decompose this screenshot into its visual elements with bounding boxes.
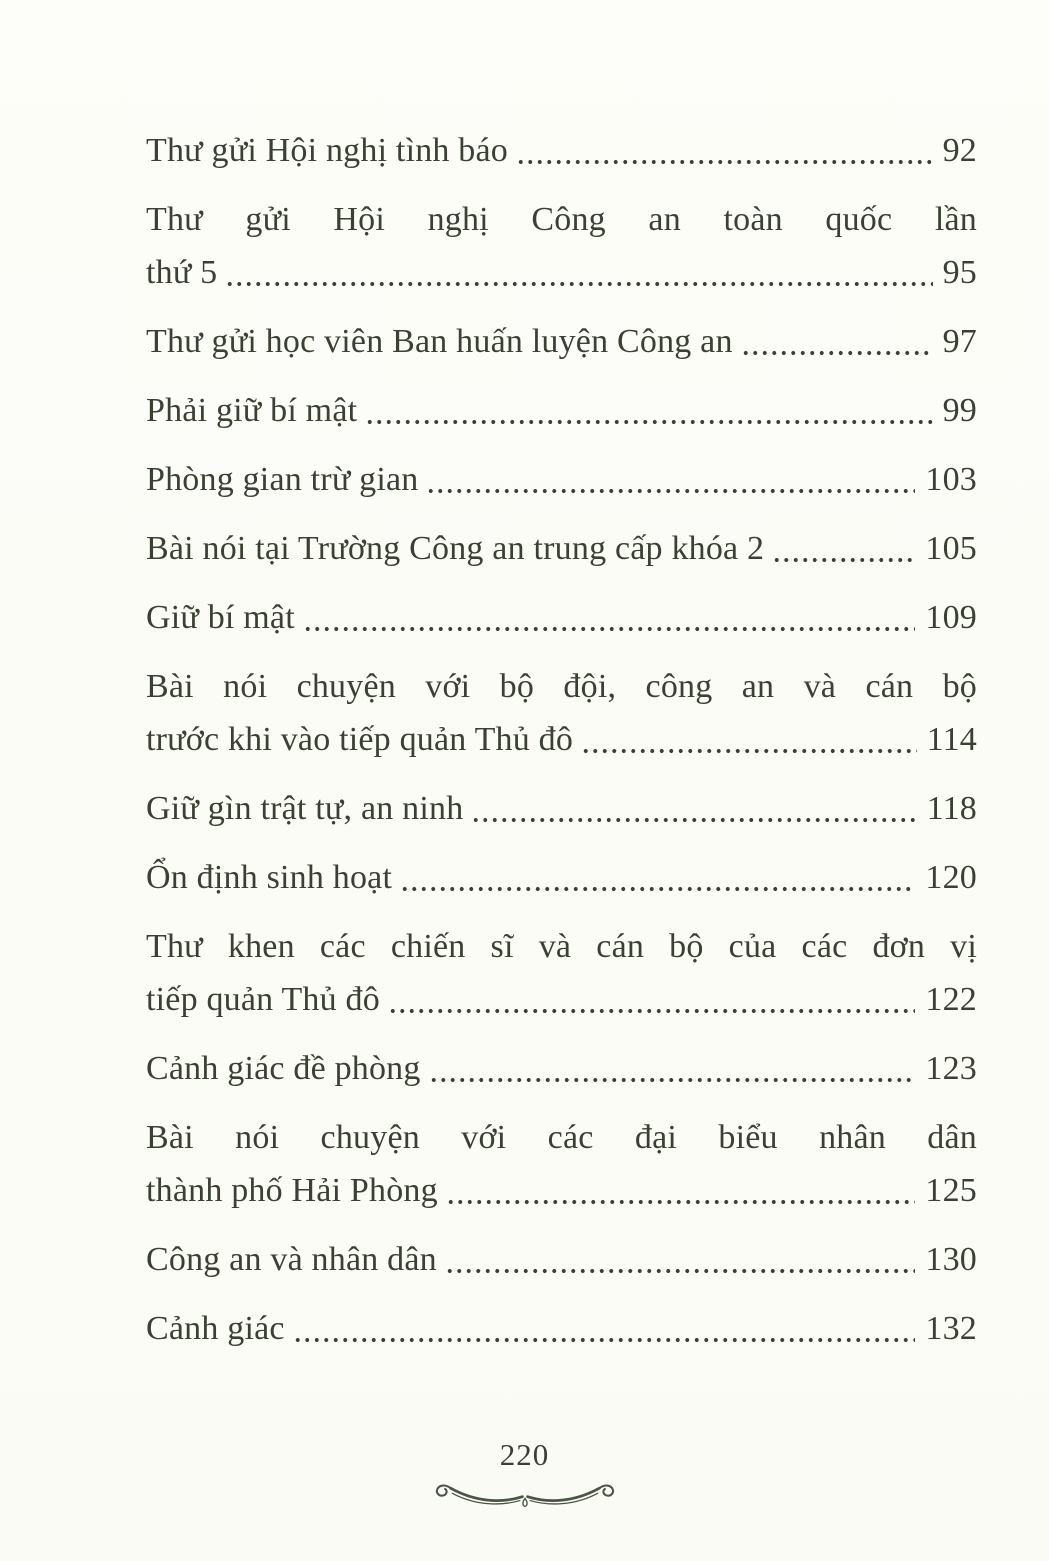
page-number: 220 [499,1437,550,1472]
toc-line-with-page [146,1042,977,1095]
toc-entry [146,920,977,1026]
toc-line-wrap: Bài nói chuyện với bộ đội, công an và cán bộ [146,668,977,705]
toc-entry-page-number: 103 [925,461,977,498]
toc-entry-page-number: 109 [925,599,977,636]
toc-entry [146,384,977,437]
dot-leader [388,973,915,1026]
toc-entry-page-number: 114 [926,721,977,758]
toc-line-with-page [146,453,977,506]
toc-entry [146,522,977,575]
toc-entry [146,782,977,835]
dot-leader [303,591,916,644]
toc-entry-title: Công an và nhân dân [146,1241,437,1278]
toc-entry-title: Cảnh giác [146,1310,285,1347]
dot-leader [516,124,933,177]
dot-leader [400,851,915,904]
toc-entry-title: Phòng gian trừ gian [146,461,419,498]
page-footer [0,1438,1049,1516]
toc-entry-title: Bài nói tại Trường Công an trung cấp khóa 2 [146,530,765,567]
toc-entry-page-number: 120 [925,859,977,896]
toc-line-with-page [146,1302,977,1355]
toc-entry-title: tiếp quản Thủ đô [146,981,380,1018]
toc-entry-title: trước khi vào tiếp quản Thủ đô [146,721,574,758]
toc-entry [146,315,977,368]
toc-entry-title: Phải giữ bí mật [146,392,358,429]
toc-entry-page-number: 130 [925,1241,977,1278]
toc-entry-page-number: 118 [926,790,977,827]
toc-line-with-page [146,591,977,644]
toc-entry-page-number: 122 [925,981,977,1018]
dot-leader [471,782,916,835]
dot-leader [772,522,915,575]
toc-line-with-page [146,124,977,177]
toc-line-with-page [146,1164,977,1217]
toc-line-with-page [146,246,977,299]
dot-leader [293,1302,916,1355]
flourish-ornament [431,1474,619,1516]
toc-entry-page-number: 97 [942,323,977,360]
toc-entry-title: thành phố Hải Phòng [146,1172,438,1209]
toc-line-with-page [146,1233,977,1286]
toc-entry [146,1042,977,1095]
dot-leader [741,315,933,368]
dot-leader [445,1233,916,1286]
toc-line-with-page [146,713,977,766]
toc-entry-page-number: 95 [942,254,977,291]
toc-entry [146,660,977,766]
toc-entry-page-number: 105 [925,530,977,567]
toc-line-with-page [146,782,977,835]
toc-entry [146,591,977,644]
toc-line-with-page [146,315,977,368]
toc-line-wrap: Bài nói chuyện với các đại biểu nhân dân [146,1119,977,1156]
toc-entry-page-number: 92 [942,132,977,169]
toc-entry-title: Thư gửi học viên Ban huấn luyện Công an [146,323,733,360]
toc-entry [146,124,977,177]
dot-leader [581,713,917,766]
toc-entry [146,453,977,506]
toc-line-with-page [146,522,977,575]
toc-entry-title: Giữ bí mật [146,599,295,636]
toc-entry [146,193,977,299]
toc-line-with-page [146,384,977,437]
dot-leader [446,1164,916,1217]
toc-line-wrap: Thư khen các chiến sĩ và cán bộ của các đơn vị [146,928,977,965]
dot-leader [426,453,915,506]
toc-entry [146,1233,977,1286]
toc-entry-page-number: 132 [925,1310,977,1347]
dot-leader [225,246,932,299]
toc-entry-title: Ổn định sinh hoạt [146,859,393,896]
toc-entry-title: Cảnh giác đề phòng [146,1050,421,1087]
toc-entry-page-number: 99 [942,392,977,429]
toc-entry-title: Thư gửi Hội nghị tình báo [146,132,508,169]
dot-leader [429,1042,916,1095]
toc-line-with-page [146,973,977,1026]
toc-line-wrap: Thư gửi Hội nghị Công an toàn quốc lần [146,201,977,238]
toc-entry [146,851,977,904]
toc-entry [146,1111,977,1217]
toc-entry-page-number: 123 [925,1050,977,1087]
dot-leader [365,384,932,437]
toc-line-with-page [146,851,977,904]
toc-entry-title: Giữ gìn trật tự, an ninh [146,790,464,827]
toc-entry-page-number: 125 [925,1172,977,1209]
toc-entry [146,1302,977,1355]
toc-entry-title: thứ 5 [146,254,218,291]
